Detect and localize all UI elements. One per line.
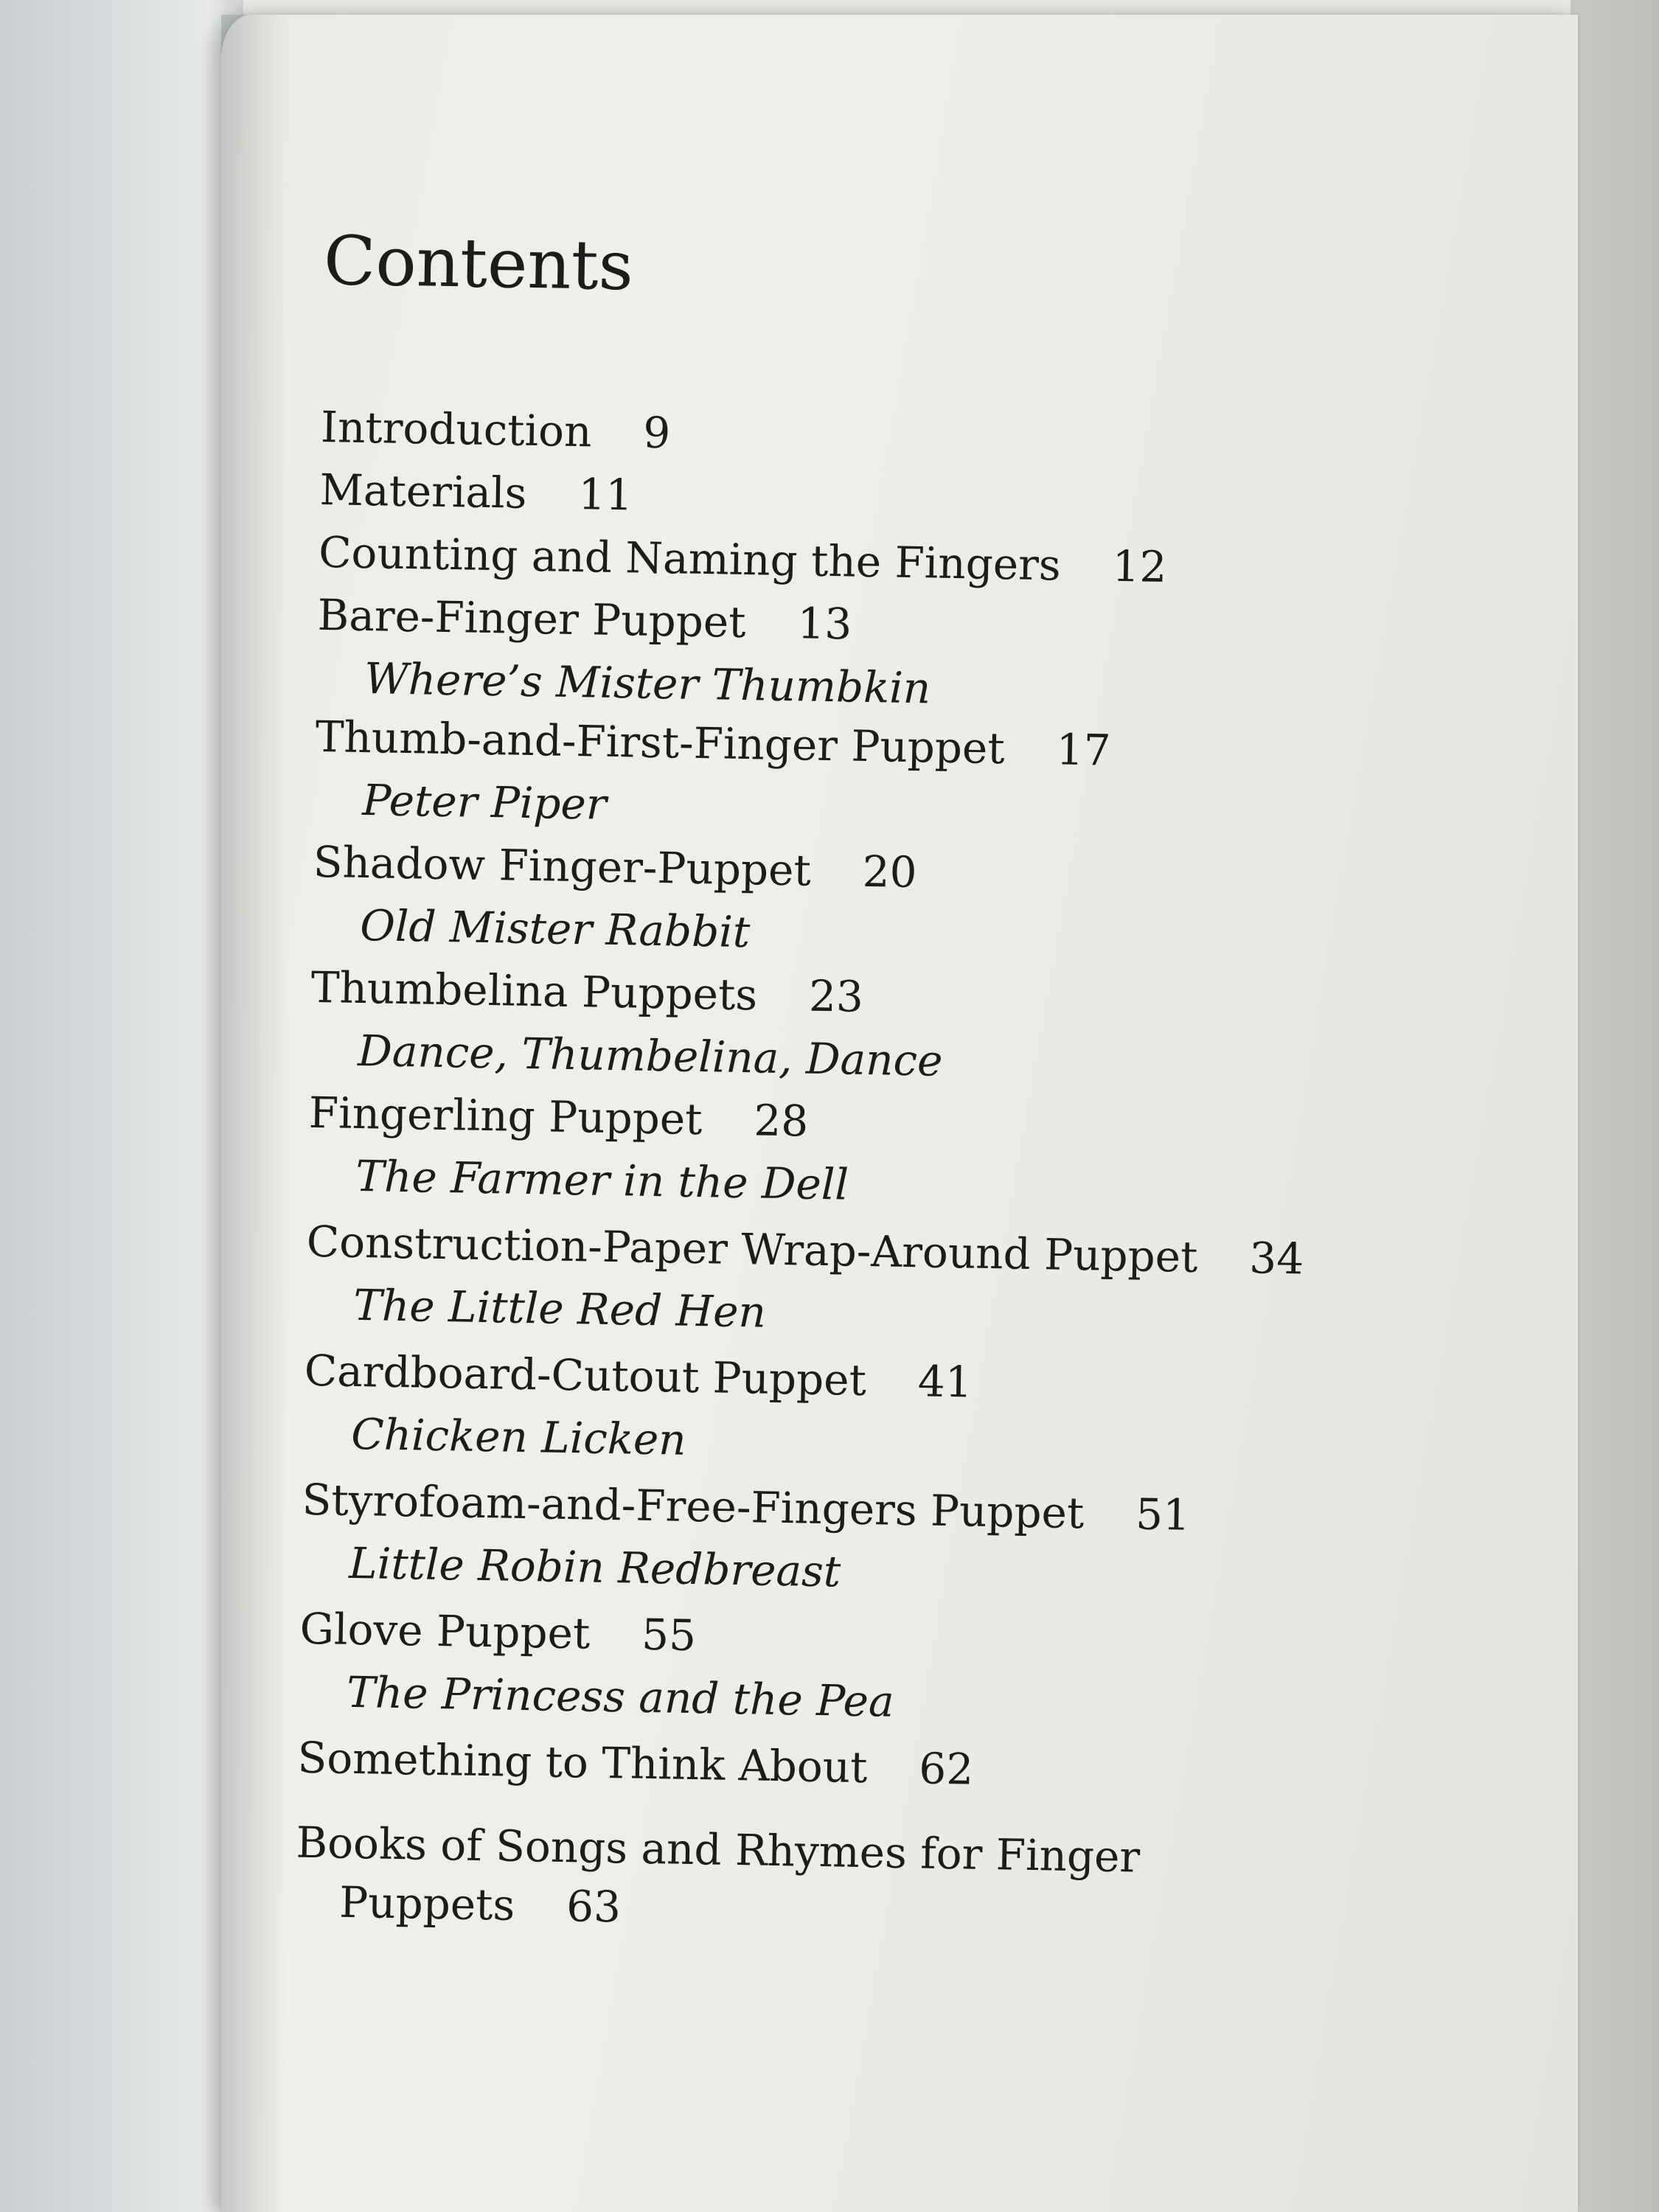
toc-subentry: The Little Red Hen xyxy=(352,1279,767,1338)
entry-page: 9 xyxy=(642,407,671,459)
toc-entry xyxy=(310,961,864,1022)
toc-entry xyxy=(308,1087,809,1147)
entry-page: 55 xyxy=(641,1609,697,1661)
toc-subentry: Peter Piper xyxy=(361,775,608,830)
entry-title: Thumbelina Puppets xyxy=(310,961,758,1020)
toc-subentry: Chicken Licken xyxy=(350,1408,687,1465)
entry-title: Bare-Finger Puppet xyxy=(317,589,747,648)
facing-page xyxy=(0,0,243,2212)
entry-page: 12 xyxy=(1112,540,1167,593)
entry-title: Books of Songs and Rhymes for Finger xyxy=(296,1817,1141,1882)
page-title: Contents xyxy=(323,221,634,306)
entry-title: Introduction xyxy=(320,401,592,457)
backdrop-right xyxy=(1571,0,1659,2212)
entry-page: 20 xyxy=(862,846,918,898)
entry-title: Styrofoam-and-Free-Fingers Puppet xyxy=(302,1474,1085,1539)
entry-title: Thumb-and-First-Finger Puppet xyxy=(315,711,1006,774)
entry-title: Puppets xyxy=(338,1877,515,1930)
entry-title: Something to Think About xyxy=(297,1732,868,1793)
toc-entry xyxy=(317,589,852,650)
entry-page: 13 xyxy=(796,598,852,650)
entry-page: 63 xyxy=(566,1881,622,1933)
toc-subentry: Little Robin Redbreast xyxy=(348,1537,841,1597)
toc-entry xyxy=(319,464,633,521)
toc-entry-continuation xyxy=(338,1877,622,1933)
toc-subentry: The Farmer in the Dell xyxy=(355,1150,849,1210)
entry-page: 28 xyxy=(753,1095,809,1147)
entry-page: 34 xyxy=(1248,1233,1304,1284)
toc-subentry: Where’s Mister Thumbkin xyxy=(364,653,931,714)
entry-page: 17 xyxy=(1056,724,1112,776)
toc-subentry: Dance, Thumbelina, Dance xyxy=(357,1025,943,1086)
entry-page: 23 xyxy=(808,970,864,1022)
entry-title: Materials xyxy=(319,464,527,518)
entry-page: 62 xyxy=(918,1743,974,1795)
toc-subentry: The Princess and the Pea xyxy=(346,1666,895,1727)
entry-title: Counting and Naming the Fingers xyxy=(318,526,1062,591)
entry-title: Glove Puppet xyxy=(299,1603,591,1659)
toc-entry xyxy=(299,1603,697,1661)
entry-title: Shadow Finger-Puppet xyxy=(313,836,812,896)
entry-title: Cardboard-Cutout Puppet xyxy=(304,1345,867,1406)
toc-entry xyxy=(315,711,1112,776)
toc-subentry: Old Mister Rabbit xyxy=(359,900,751,958)
entry-page: 51 xyxy=(1135,1489,1191,1540)
entry-title: Fingerling Puppet xyxy=(308,1087,703,1145)
toc-entry xyxy=(320,401,671,459)
entry-page: 11 xyxy=(577,469,633,521)
entry-title: Construction-Paper Wrap-Around Puppet xyxy=(306,1216,1199,1282)
entry-page: 41 xyxy=(917,1356,973,1408)
